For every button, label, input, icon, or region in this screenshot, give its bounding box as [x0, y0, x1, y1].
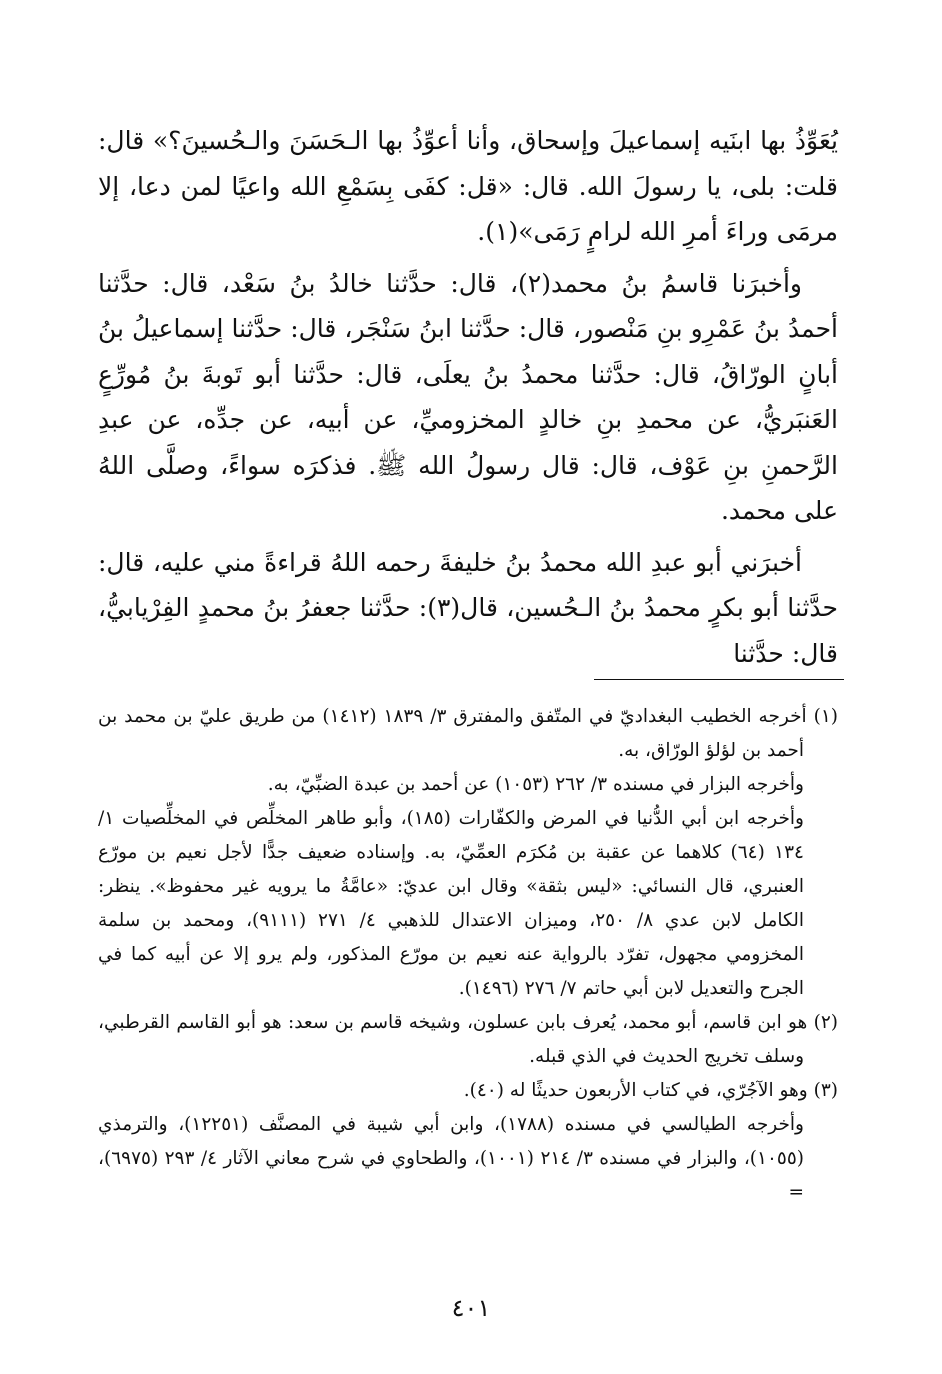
main-paragraph-2: وأخبرَنا قاسمُ بنُ محمد(٢)، قال: حدَّثنا خالدُ بنُ سَعْد، قال: حدَّثنا أحمدُ بنُ عَمْرِو بنِ مَنْصور، قال: حدَّثنا ابنُ سَنْجَر، قال: حدَّثنا إسماعيلُ بنُ أبانٍ الورّاقُ، قال: حدَّثنا محمدُ بنُ يعلَى، قال: حدَّثنا أبو تَوبةَ بنُ مُورِّعٍ العَنبَريُّ، عن محمدِ بنِ خالدٍ المخزوميِّ، عن أبيه، عن جدِّه، عن عبدِ الرَّحمنِ بنِ عَوْف، قال: قال رسولُ الله ﷺ. فذكرَه سواءً، وصلَّى اللهُ على محمد. [98, 268, 838, 525]
footnote-divider [594, 679, 844, 680]
main-text-block [98, 118, 838, 676]
footnote-3-continuation: وأخرجه الطيالسي في مسنده (١٧٨٨)، وابن أبي شيبة في المصنَّف (١٢٢٥١)، والترمذي (١٠٥٥)، والبزار في مسنده ٣/ ٢١٤ (١٠٠١)، والطحاوي في شرح معاني الآثار ٤/ ٢٩٣ (٦٩٧٥)، = [98, 1114, 804, 1203]
page-number: ٤٠١ [451, 1294, 491, 1322]
footnote-2: (٢) هو ابن قاسم، أبو محمد، يُعرف بابن عسلون، وشيخه قاسم بن سعد: هو أبو القاسم القرطبي، وسلف تخريج الحديث في الذي قبله. [98, 1012, 838, 1067]
footnote-1: (١) أخرجه الخطيب البغداديّ في المتّفق والمفترق ٣/ ١٨٣٩ (١٤١٢) من طريق عليّ بن محمد بن أحمد بن لؤلؤ الورّاق، به. [98, 706, 838, 761]
body-text [98, 118, 838, 676]
footnote-1-continuation-b: وأخرجه ابن أبي الدُّنيا في المرض والكفّارات (١٨٥)، وأبو طاهر المخلِّص في المخلِّصيات ١/ ١٣٤ (٦٤) كلاهما عن عقبة بن مُكرَم العمِّيّ، به. وإسناده ضعيف جدًّا لأجل نعيم بن مورّع العنبري، قال النسائي: «ليس بثقة» وقال ابن عديّ: «عامَّةُ ما يرويه غير محفوظ». ينظر: الكامل لابن عدي ٨/ ٢٥٠، وميزان الاعتدال للذهبي ٤/ ٢٧١ (٩١١١)، ومحمد بن سلمة المخزومي مجهول، تفرّد بالرواية عنه نعيم بن مورّع المذكور، ولم يرو إلا عن أبيه كما في الجرح والتعديل لابن أبي حاتم ٧/ ٢٧٦ (١٤٩٦). [98, 808, 804, 999]
footnote-3: (٣) وهو الآجُرّي، في كتاب الأربعون حديثًا له (٤٠). [463, 1080, 838, 1101]
footnotes-block [98, 700, 838, 1210]
main-paragraph-3: أخبرَني أبو عبدِ الله محمدُ بنُ خليفةَ رحمه اللهُ قراءةً مني عليه، قال: حدَّثنا أبو بكرٍ محمدُ بنُ الـحُسين، قال(٣): حدَّثنا جعفرُ بنُ محمدٍ الفِرْيابيُّ، قال: حدَّثنا [98, 547, 838, 668]
footnote-1-continuation-a: وأخرجه البزار في مسنده ٣/ ٢٦٢ (١٠٥٣) عن أحمد بن عبدة الضبِّيّ، به. [267, 774, 804, 795]
main-paragraph-1: يُعَوِّذُ بها ابنَيه إسماعيلَ وإسحاق، وأنا أعوِّذُ بها الـحَسَنَ والـحُسينَ؟» قال: قلت: بلى، يا رسولَ الله. قال: «قل: كفَى بِسَمْعِ الله واعيًا لمن دعا، إلا مرمَى وراءَ أمرِ الله لرامٍ رَمَى»(١). [98, 126, 838, 246]
